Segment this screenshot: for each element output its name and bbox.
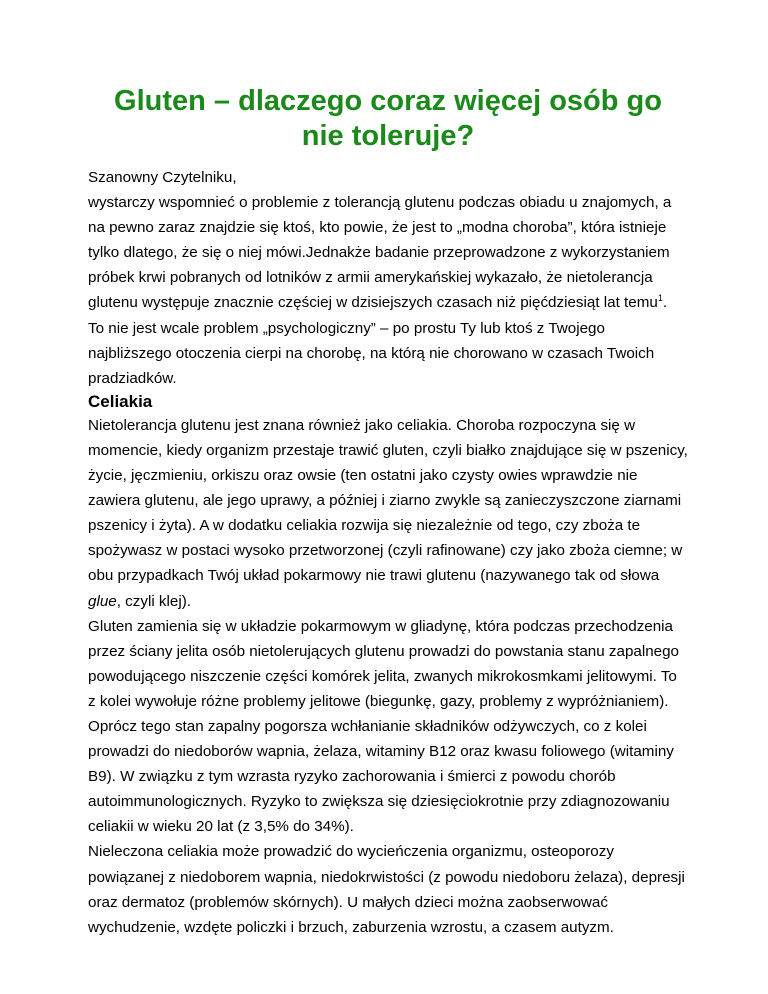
title-line-1: Gluten – dlaczego coraz więcej osób go — [114, 85, 662, 117]
document-page — [88, 84, 688, 940]
intro-paragraph-2: To nie jest wcale problem „psychologiczny” – po prostu Ty lub ktoś z Twojego najbliższego otoczenia cierpi na chorobę, na którą nie chorowano w czasach Twoich pradziadków. — [88, 319, 655, 387]
greeting: Szanowny Czytelniku, — [88, 169, 237, 186]
section-paragraph-1-text: Nietolerancja glutenu jest znana również jako celiakia. Choroba rozpoczyna się w momencie, kiedy organizm przestaje trawić gluten, czyli białko znajdujące się w pszenicy, życie, jęczmieniu, orkiszu oraz owsie (ten ostatni jako czysty owies wprawdzie nie zawiera glutenu, ale jego uprawy, a później i ziarno zwykle są zanieczyszczone ziarnami pszenicy i żyta). A w dodatku celiakia rozwija się niezależnie od tego, czy zboża te spożywasz w postaci wysoko przetworzonej (czyli rafinowane) czy jako zboża ciemne; w obu przypadkach Twój układ pokarmowy nie trawi glutenu (nazywanego tak od słowa — [88, 416, 688, 585]
intro-paragraph-text: wystarczy wspomnieć o problemie z tolerancją glutenu podczas obiadu u znajomych, a na pewno zaraz znajdzie się ktoś, kto powie, że jest to „modna choroba”, która istnieje tylko dlatego, że się o niej mówi.Jednakże badanie przeprowadzone z wykorzystaniem próbek krwi pobranych od lotników z armii amerykańskiej wykazało, że nietolerancja glutenu występuje znacznie częściej w dzisiejszych czasach niż pięćdziesiąt lat temu — [88, 194, 672, 312]
section-paragraph-4: Nieleczona celiakia może prowadzić do wycieńczenia organizmu, osteoporozy powiązanej z niedoborem wapnia, niedokrwistości (z powodu niedoboru żelaza), depresji oraz dermatoz (problemów skórnych). U małych dzieci można zaobserwować wychudzenie, wzdęte policzki i brzuch, zaburzenia wzrostu, a czasem autyzm. — [88, 843, 685, 936]
italic-term-glue: glue — [88, 592, 117, 610]
section-paragraph-2: Gluten zamienia się w układzie pokarmowym w gliadynę, która podczas przechodzenia przez ściany jelita osób nietolerujących glutenu prowadzi do powstania stanu zapalnego powodującego niszczenie części komórek jelita, zwanych mikrokosmkami jelitowymi. To z kolei wywołuje różne problemy jelitowe (biegunkę, gazy, problemy z wypróżnianiem). — [88, 617, 679, 710]
section-paragraph-1 — [88, 413, 688, 614]
section-paragraph-3: Oprócz tego stan zapalny pogorsza wchłanianie składników odżywczych, co z kolei prowadzi do niedoborów wapnia, żelaza, witaminy B12 oraz kwasu foliowego (witaminy B9). W związku z tym wzrasta ryzyko zachorowania i śmierci z powodu chorób autoimmunologicznych. Ryzyko to zwiększa się dziesięciokrotnie przy zdiagnozowaniu celiakii w wieku 20 lat (z 3,5% do 34%). — [88, 717, 674, 836]
article-body — [88, 165, 688, 940]
page-title — [88, 84, 688, 154]
title-line-2: nie toleruje? — [301, 120, 475, 152]
intro-paragraph-end: . — [662, 294, 668, 312]
intro-paragraph — [88, 190, 688, 315]
footnote-reference: 1 — [657, 293, 663, 304]
section-heading-celiakia: Celiakia — [88, 391, 153, 411]
section-paragraph-1-end: , czyli klej). — [116, 592, 191, 610]
